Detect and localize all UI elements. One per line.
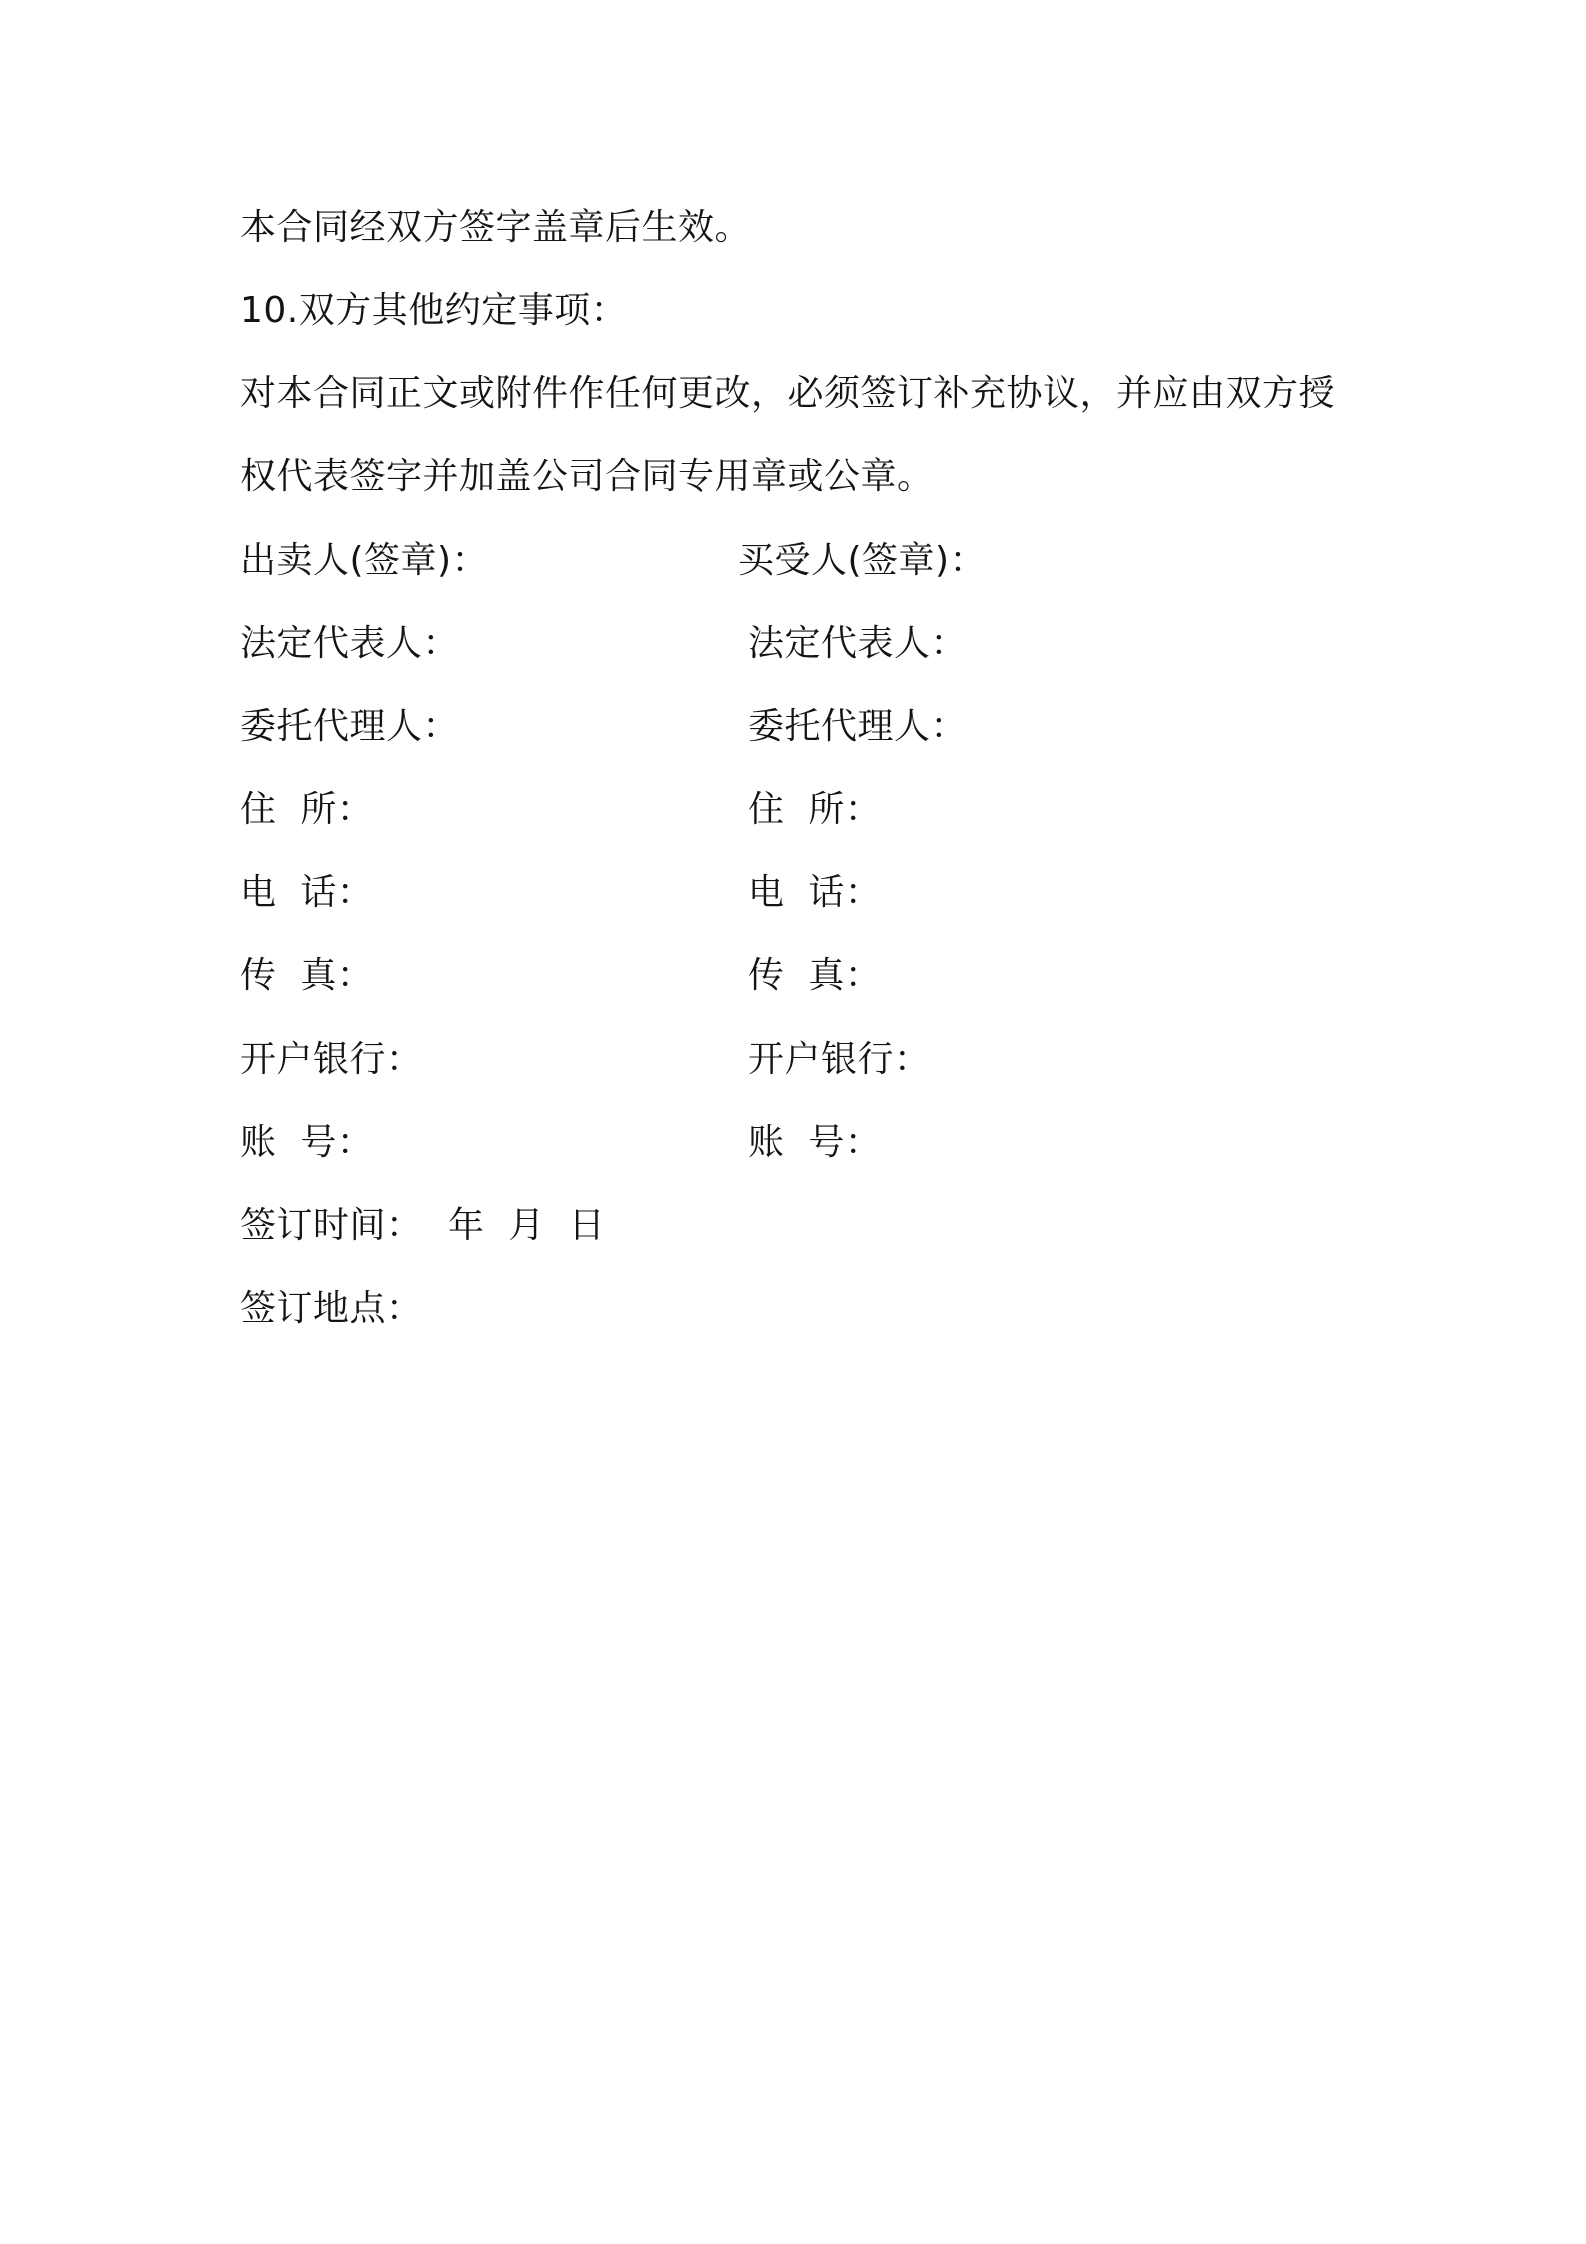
seller-bank-label: 开户银行： <box>240 1039 423 1080</box>
signing-time-label: 签订时间： <box>240 1205 423 1246</box>
seller-phone-label: 电 话： <box>240 872 374 913</box>
seller-signature-label: 出卖人(签章)： <box>240 540 489 581</box>
buyer-agent-label: 委托代理人： <box>748 706 968 747</box>
buyer-legal-representative-label: 法定代表人： <box>748 623 968 664</box>
seller-account-label: 账 号： <box>240 1122 374 1163</box>
buyer-account-label: 账 号： <box>748 1122 882 1163</box>
seller-agent-label: 委托代理人： <box>240 706 460 747</box>
seller-legal-representative-label: 法定代表人： <box>240 623 460 664</box>
amendment-clause-line-1: 对本合同正文或附件作任何更改，必须签订补充协议，并应由双方授 <box>240 373 1336 414</box>
signing-place-label: 签订地点： <box>240 1288 423 1329</box>
buyer-phone-label: 电 话： <box>748 872 882 913</box>
buyer-address-label: 住 所： <box>748 789 882 830</box>
buyer-signature-label: 买受人(签章)： <box>738 540 987 581</box>
seller-address-label: 住 所： <box>240 789 374 830</box>
signing-date-placeholder: 年 月 日 <box>448 1205 606 1246</box>
amendment-clause-line-2: 权代表签字并加盖公司合同专用章或公章。 <box>240 456 934 497</box>
other-terms-heading: 10.双方其他约定事项： <box>240 290 628 331</box>
buyer-fax-label: 传 真： <box>748 955 882 996</box>
effective-clause: 本合同经双方签字盖章后生效。 <box>240 207 752 248</box>
buyer-bank-label: 开户银行： <box>748 1039 931 1080</box>
seller-fax-label: 传 真： <box>240 955 374 996</box>
